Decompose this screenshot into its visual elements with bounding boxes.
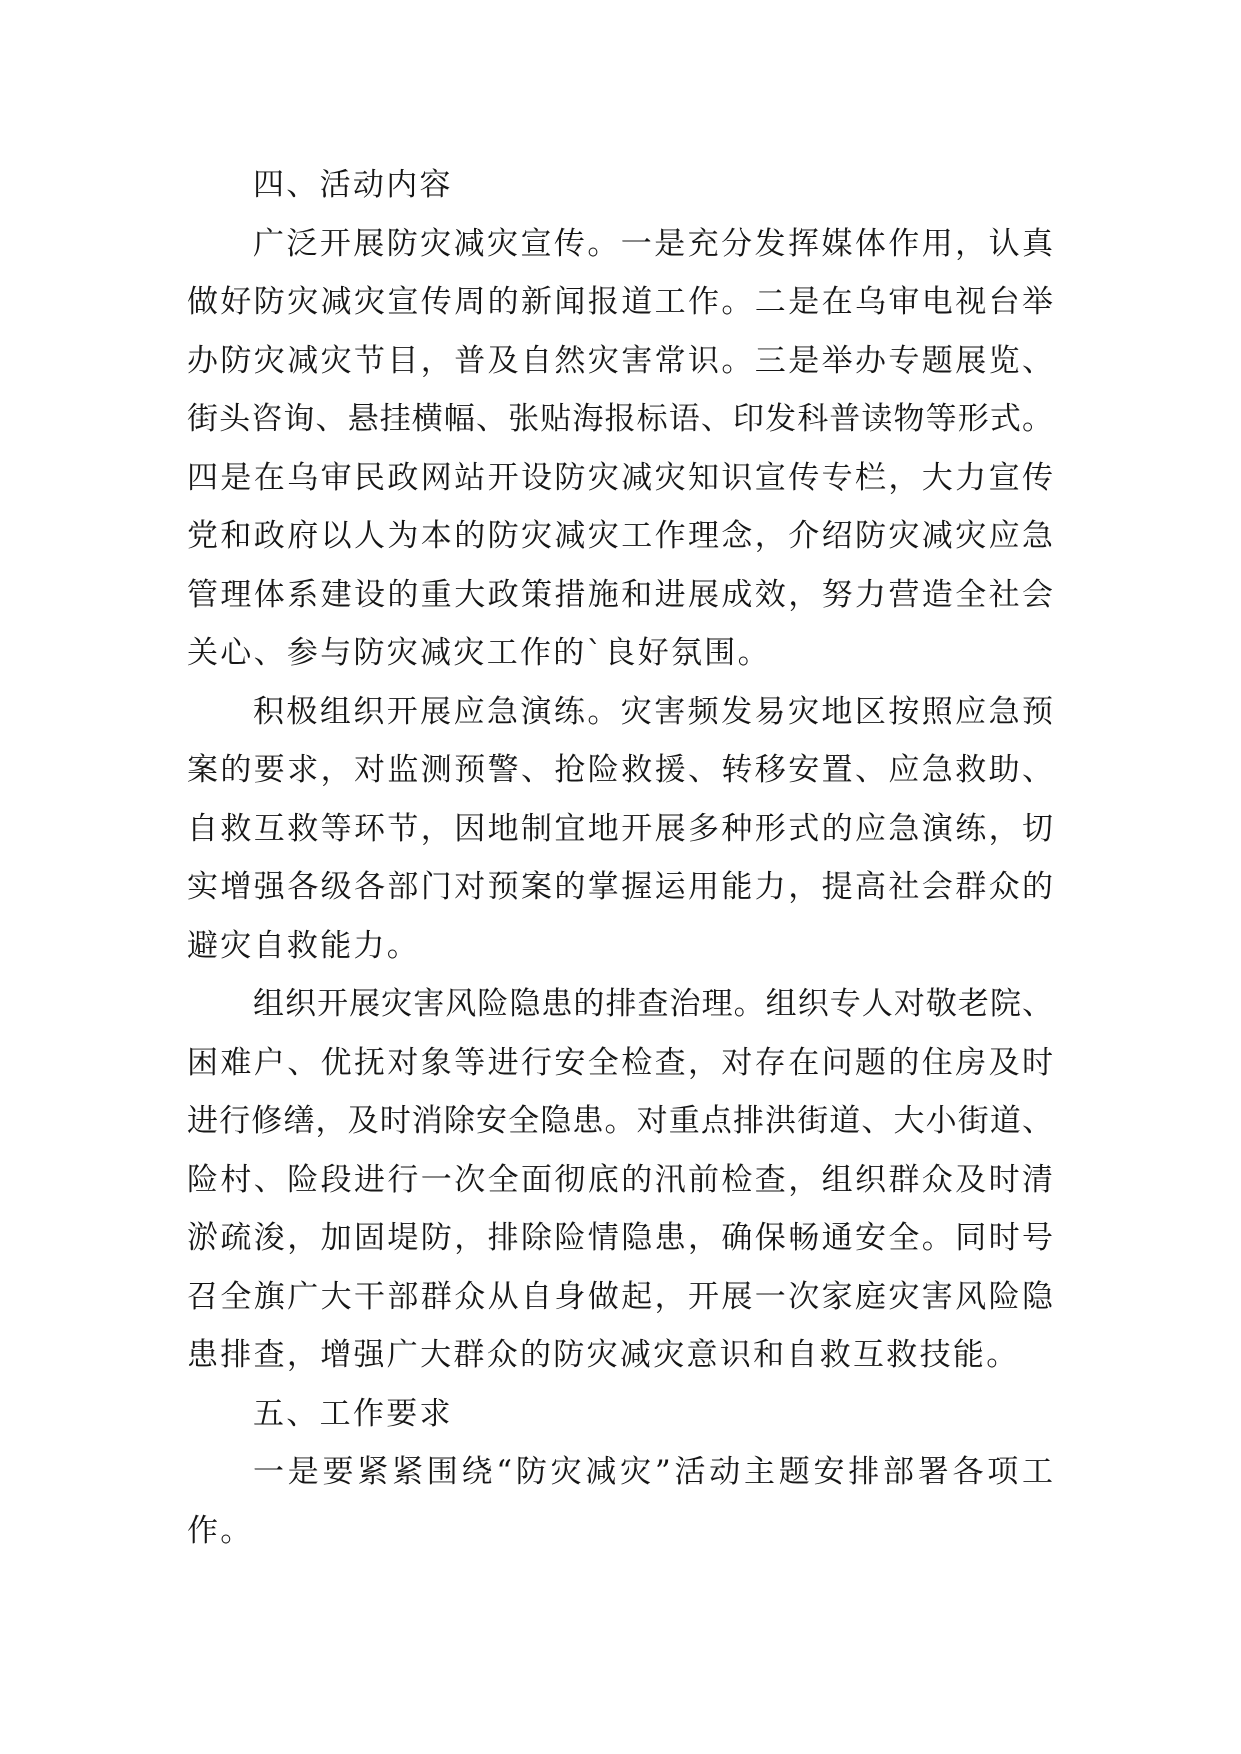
paragraph (187, 975, 1053, 1385)
text-line: 避灾自救能力。 (187, 927, 421, 964)
text-line: 实增强各级各部门对预案的掌握运用能力，提高社会群众的 (187, 869, 1053, 905)
text-line: 积极组织开展应急演练。灾害频发易灾地区按照应急预 (253, 693, 1053, 730)
section-heading: 四、活动内容 (253, 167, 453, 203)
text-line: 淤疏浚，加固堤防，排除险情隐患，确保畅通安全。同时号 (187, 1220, 1053, 1256)
section-heading: 五、工作要求 (253, 1395, 453, 1432)
text-line: 险村、险段进行一次全面彻底的汛前检查，组织群众及时清 (187, 1161, 1053, 1198)
text-line: 办防灾减灾节目，普及自然灾害常识。三是举办专题展览、 (187, 342, 1053, 379)
paragraph (187, 215, 1053, 683)
text-line: 进行修缮，及时消除安全隐患。对重点排洪街道、大小街道、 (187, 1103, 1053, 1139)
text-line: 管理体系建设的重大政策措施和进展成效，努力营造全社会 (187, 576, 1053, 613)
document-body (187, 156, 1053, 1560)
text-line: 作。 (187, 1512, 254, 1549)
text-line: 召全旗广大干部群众从自身做起，开展一次家庭灾害风险隐 (187, 1278, 1053, 1315)
text-line: 案的要求，对监测预警、抢险救援、转移安置、应急救助、 (187, 752, 1053, 788)
section (187, 1385, 1053, 1561)
text-line: 组织开展灾害风险隐患的排查治理。组织专人对敬老院、 (253, 986, 1053, 1022)
text-line: 自救互救等环节，因地制宜地开展多种形式的应急演练，切 (187, 810, 1053, 847)
text-line: 街头咨询、悬挂横幅、张贴海报标语、印发科普读物等形式。 (187, 401, 1053, 437)
paragraph (187, 683, 1053, 976)
text-line: 四是在乌审民政网站开设防灾减灾知识宣传专栏，大力宣传 (187, 459, 1053, 496)
section (187, 156, 1053, 1385)
text-line: 广泛开展防灾减灾宣传。一是充分发挥媒体作用，认真 (253, 225, 1053, 262)
text-line: 关心、参与防灾减灾工作的`良好氛围。 (187, 635, 771, 671)
text-line: 一是要紧紧围绕“防灾减灾”活动主题安排部署各项工 (253, 1454, 1053, 1490)
paragraph (187, 1443, 1053, 1560)
text-line: 困难户、优抚对象等进行安全检查，对存在问题的住房及时 (187, 1044, 1053, 1081)
text-line: 做好防灾减灾宣传周的新闻报道工作。二是在乌审电视台举 (187, 284, 1053, 320)
text-line: 患排查，增强广大群众的防灾减灾意识和自救互救技能。 (187, 1337, 1020, 1373)
text-line: 党和政府以人为本的防灾减灾工作理念，介绍防灾减灾应急 (187, 518, 1053, 554)
